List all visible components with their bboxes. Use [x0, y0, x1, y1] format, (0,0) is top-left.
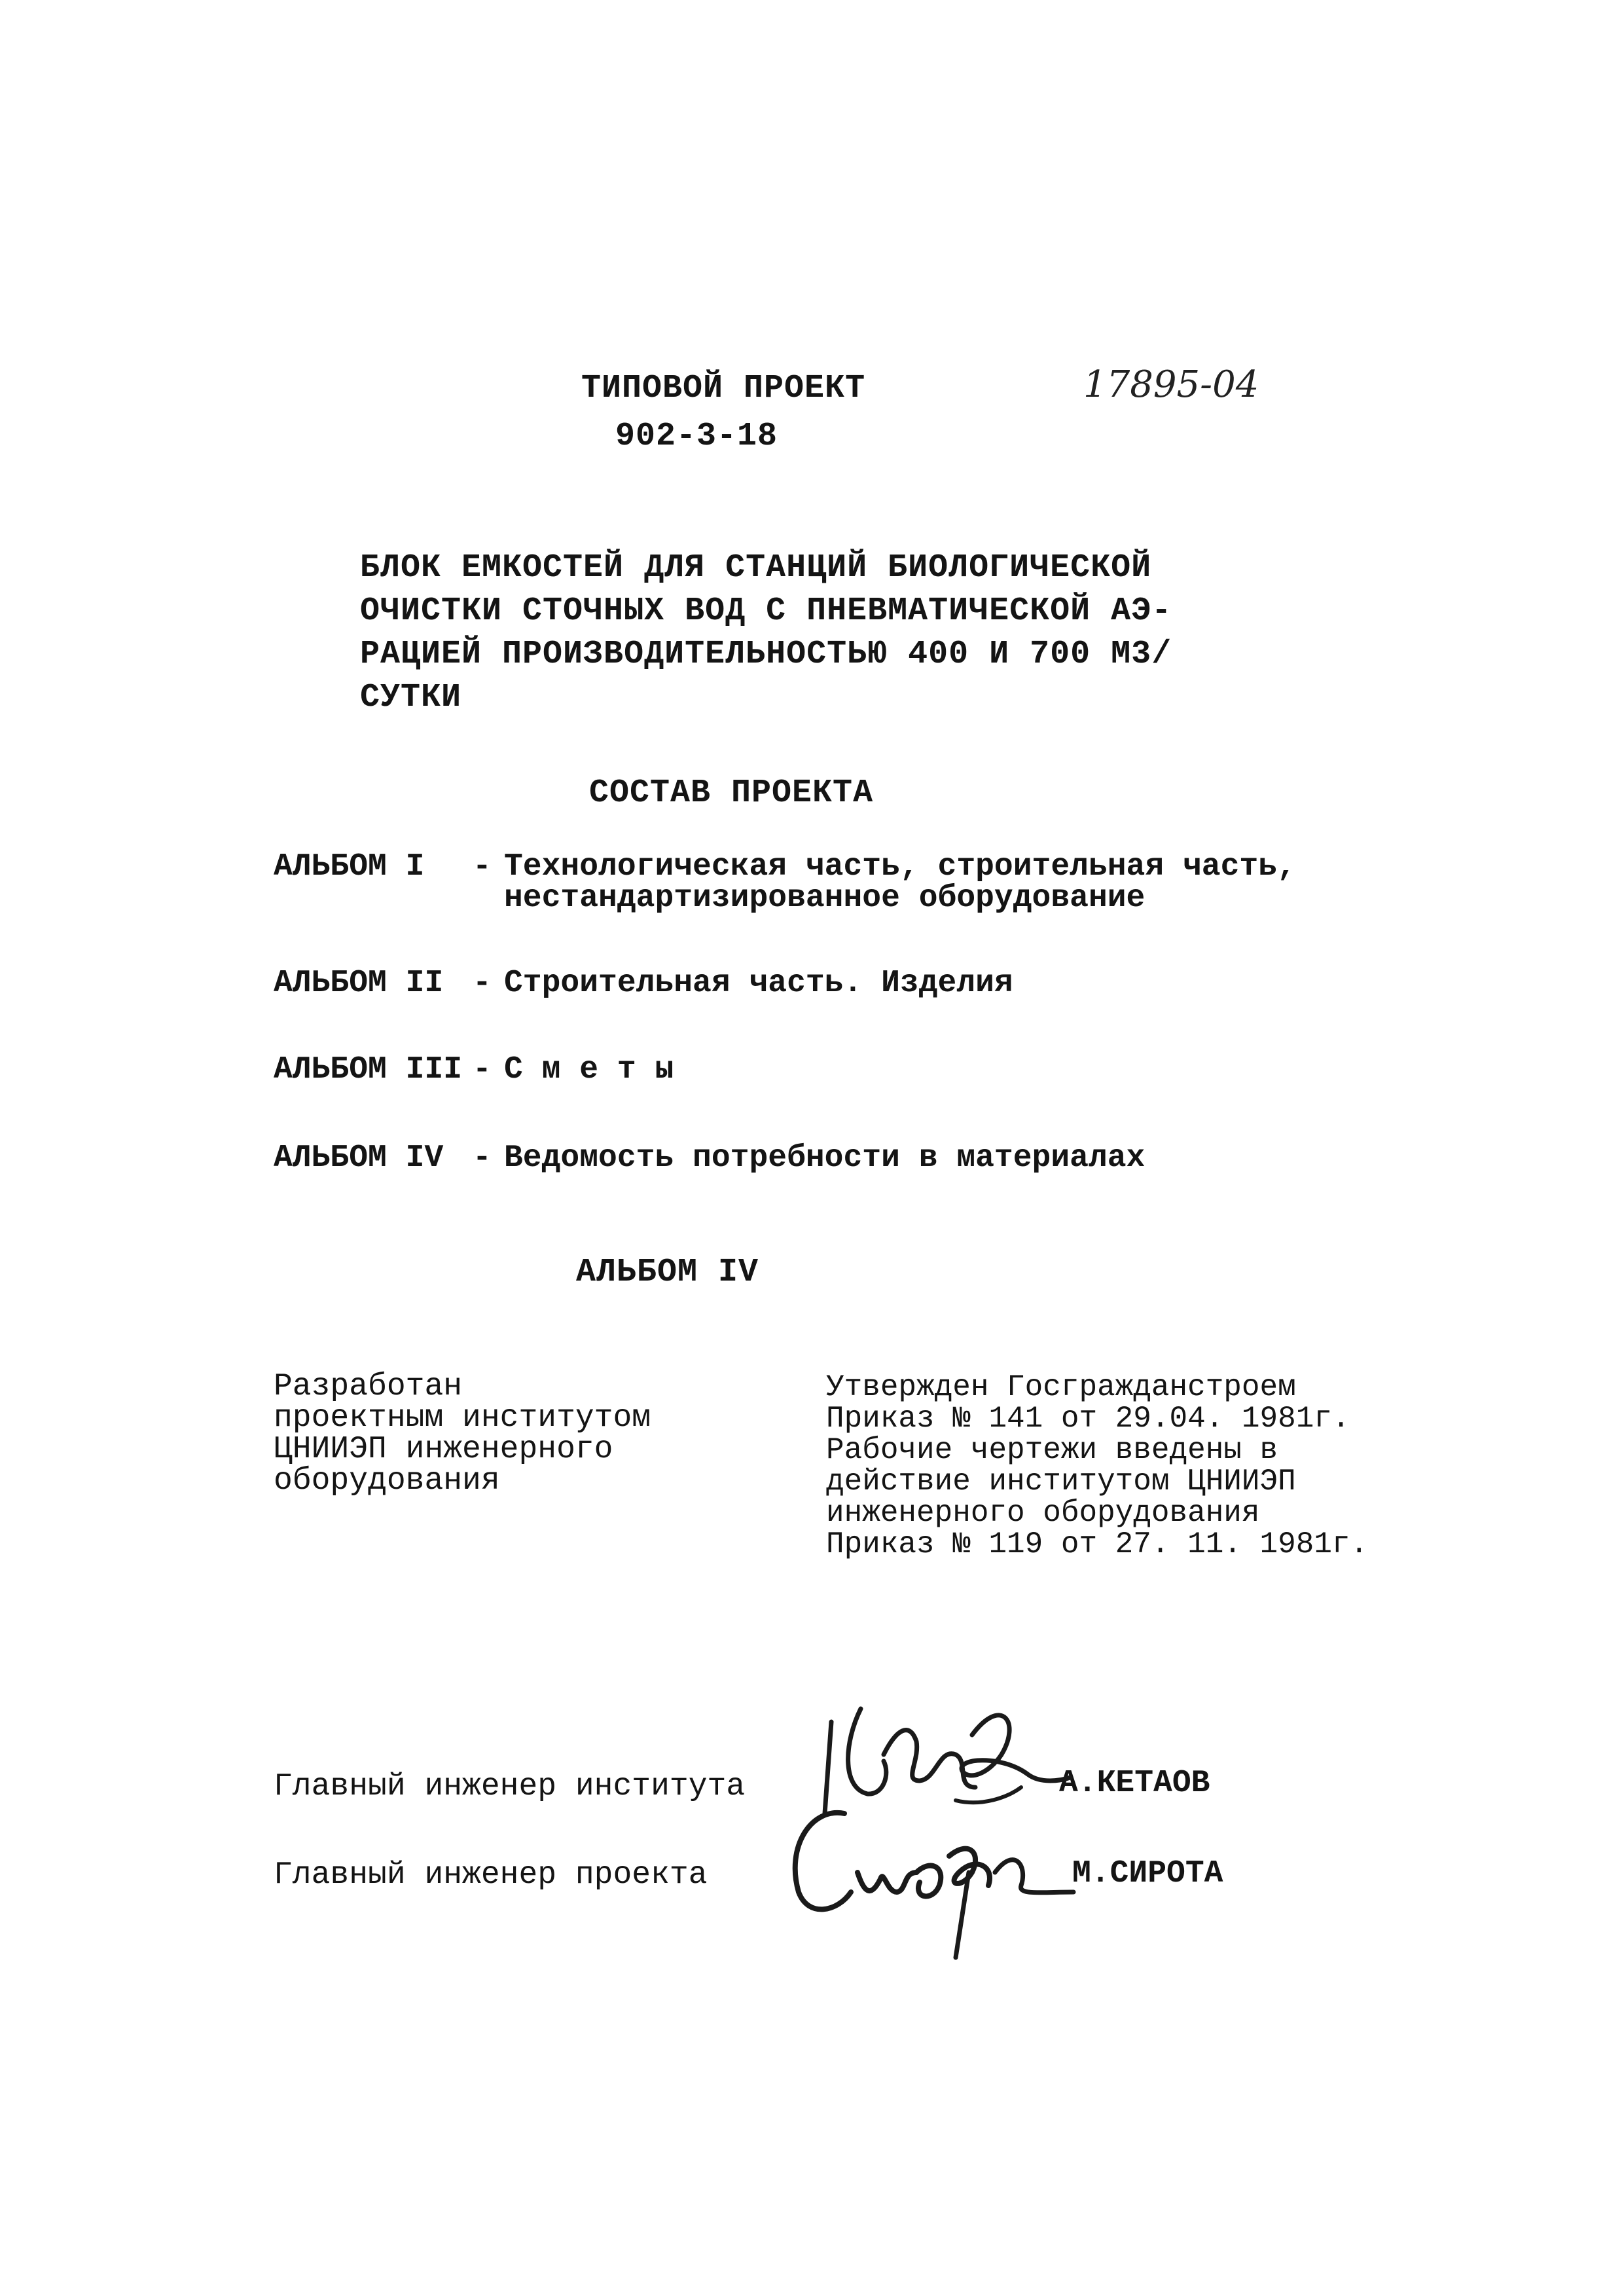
album-dash: -	[473, 849, 492, 884]
album-label: АЛЬБОМ I	[274, 849, 425, 884]
album-label: АЛЬБОМ III	[274, 1052, 463, 1087]
album-dash: -	[473, 1140, 492, 1176]
album-description: Технологическая часть, строительная часть, нестандартизированное оборудование	[504, 849, 1296, 916]
subject-line: БЛОК ЕМКОСТЕЙ ДЛЯ СТАНЦИЙ БИОЛОГИЧЕСКОЙ	[360, 549, 1152, 587]
document-title: ТИПОВОЙ ПРОЕКТ	[581, 370, 866, 407]
project-subject	[360, 547, 1172, 720]
album-label: АЛЬБОМ IV	[274, 1140, 444, 1176]
album-dash: -	[473, 1052, 492, 1087]
subject-line: РАЦИЕЙ ПРОИЗВОДИТЕЛЬНОСТЬЮ 400 И 700 М3/	[360, 636, 1172, 673]
signatory-name: А.КЕТАОВ	[1059, 1766, 1210, 1801]
current-album: АЛЬБОМ IV	[576, 1254, 759, 1291]
album-description: Ведомость потребности в материалах	[504, 1140, 1146, 1176]
signature-sirota	[772, 1794, 1080, 1964]
composition-heading: СОСТАВ ПРОЕКТА	[589, 774, 874, 812]
album-description: Строительная часть. Изделия	[504, 966, 1013, 1001]
inventory-number: 17895-04	[1083, 363, 1259, 406]
subject-line: СУТКИ	[360, 679, 462, 716]
approval-block: Утвержден Госгражданстроем Приказ № 141 от 29.04. 1981г. Рабочие чертежи введены в действие институтом ЦНИИЭП инженерного оборудования Приказ № 119 от 27. 11. 1981г.	[826, 1370, 1369, 1561]
signatory-role: Главный инженер проекта	[274, 1857, 708, 1893]
developed-by-block: Разработан проектным институтом ЦНИИЭП инженерного оборудования	[274, 1369, 651, 1499]
signatory-name: М.СИРОТА	[1072, 1856, 1223, 1891]
project-number: 902-3-18	[615, 418, 778, 455]
album-dash: -	[473, 966, 492, 1001]
subject-line: ОЧИСТКИ СТОЧНЫХ ВОД С ПНЕВМАТИЧЕСКОЙ АЭ-	[360, 592, 1172, 630]
album-description: С м е т ы	[504, 1052, 674, 1087]
album-label: АЛЬБОМ II	[274, 966, 444, 1001]
signatory-role: Главный инженер института	[274, 1769, 746, 1804]
